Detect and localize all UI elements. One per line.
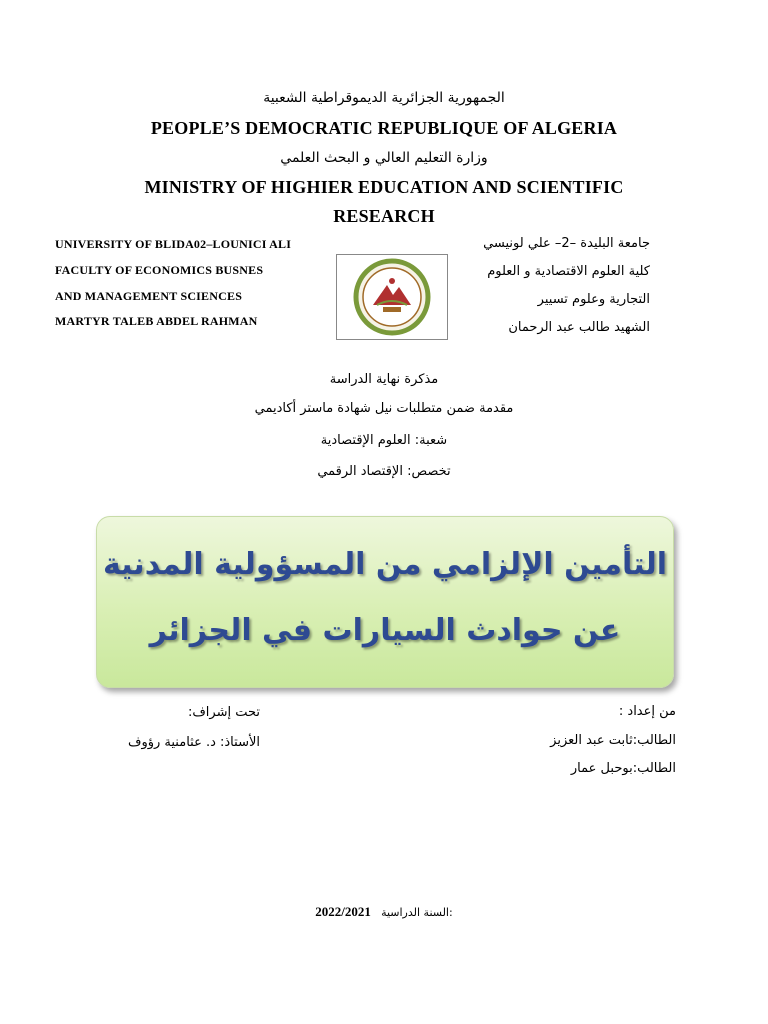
academic-year (0, 904, 768, 920)
institution-en-line4: MARTYR TALEB ABDEL RAHMAN (55, 314, 258, 328)
thesis-title-line1: التأمين الإلزامي من المسؤولية المدنية (102, 547, 668, 582)
institution-ar-line2: كلية العلوم الاقتصادية و العلوم (487, 264, 650, 279)
academic-year-value: 2022/2021 (315, 904, 371, 919)
academic-year-label: السنة الدراسية: (381, 906, 453, 919)
student-1: الطالب:ثابت عبد العزيز (550, 733, 676, 748)
institution-en-line3: AND MANAGEMENT SCIENCES (55, 289, 243, 303)
ministry-arabic: وزارة التعليم العالي و البحث العلمي (280, 150, 488, 166)
institution-ar-line1: جامعة البليدة –2– علي لونيسي (483, 236, 650, 251)
supervisor-name: الأستاذ: د. عثامنية رؤوف (127, 735, 260, 750)
university-logo (336, 254, 448, 340)
institution-ar-line3: التجارية وعلوم تسيير (537, 292, 650, 307)
thesis-title-box (96, 516, 674, 688)
university-seal-icon (337, 255, 447, 339)
institution-en-line1: UNIVERSITY OF BLIDA02–LOUNICI ALI (55, 237, 292, 251)
prepared-by-label: من إعداد : (618, 704, 676, 719)
thesis-type: مذكرة نهاية الدراسة (329, 372, 439, 387)
student-2: الطالب:بوحبل عمار (570, 761, 676, 776)
thesis-degree: مقدمة ضمن متطلبات نيل شهادة ماستر أكاديمي (254, 401, 514, 416)
thesis-specialty: تخصص: الإقتصاد الرقمي (317, 464, 451, 479)
thesis-title-line2: عن حوادث السيارات في الجزائر (149, 613, 621, 648)
ministry-english-line1: MINISTRY OF HIGHIER EDUCATION AND SCIENTIFIC (144, 177, 624, 197)
ministry-english-line2: RESEARCH (333, 206, 435, 226)
institution-ar-line4: الشهيد طالب عبد الرحمان (508, 320, 650, 335)
thesis-branch: شعبة: العلوم الإقتصادية (320, 433, 448, 448)
supervisor-label: تحت إشراف: (187, 705, 260, 720)
republic-english: PEOPLE’S DEMOCRATIC REPUBLIQUE OF ALGERIA (150, 118, 618, 138)
institution-en-line2: FACULTY OF ECONOMICS BUSNES (55, 263, 264, 277)
republic-arabic: الجمهورية الجزائرية الديموقراطية الشعبية (263, 90, 505, 106)
